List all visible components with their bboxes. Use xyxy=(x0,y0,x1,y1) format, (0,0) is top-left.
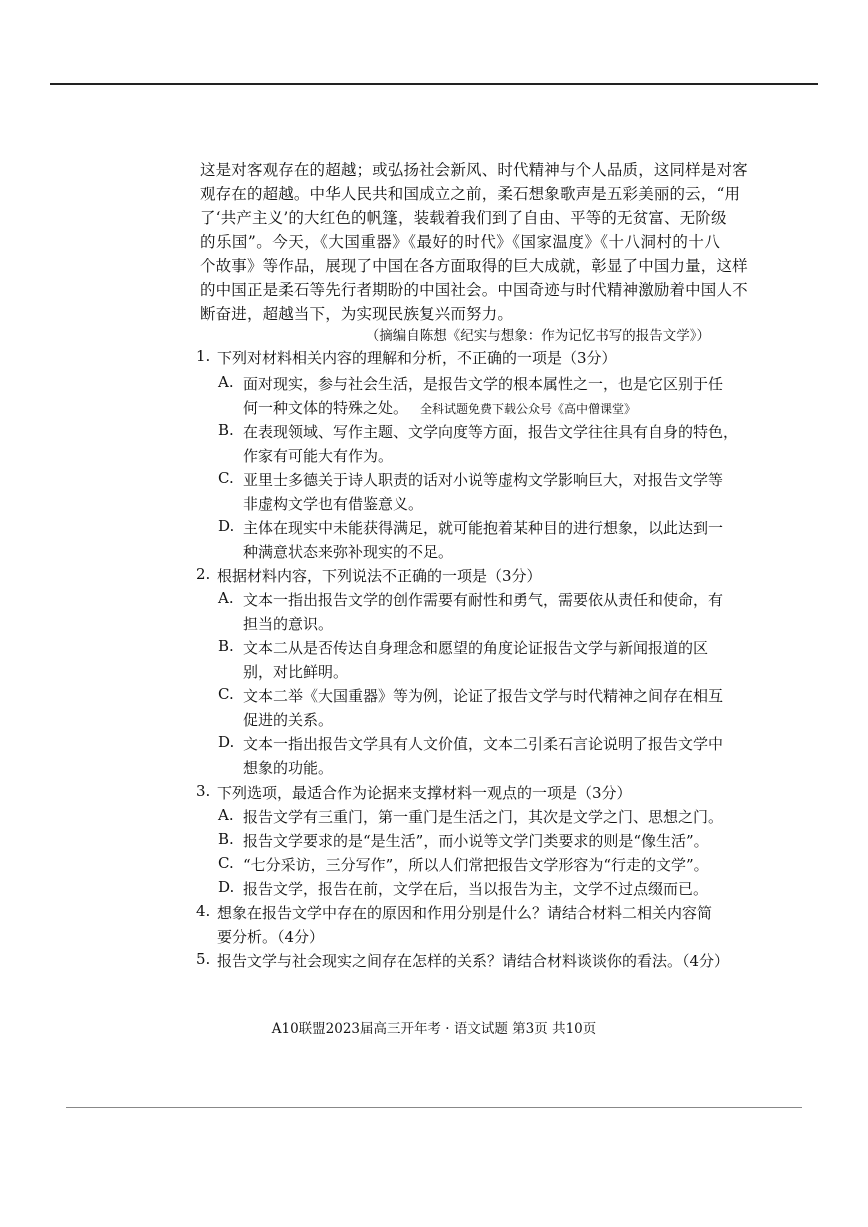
option-letter: D. xyxy=(218,733,235,751)
passage-line: 断奋进，超越当下，为实现民族复兴而努力。 xyxy=(200,305,514,323)
passage-line: 这是对客观存在的超越；或弘扬社会新风、时代精神与个人品质，这同样是对客 xyxy=(200,161,748,179)
option-text: 文本一指出报告文学的创作需要有耐性和勇气，需要依从责任和使命，有 xyxy=(243,591,724,609)
option-letter: A. xyxy=(218,806,234,824)
option-letter: C. xyxy=(218,469,234,487)
source-citation: （摘编自陈想《纪实与想象：作为记忆书写的报告文学》） xyxy=(365,328,710,344)
option-letter: B. xyxy=(218,421,234,439)
option-text: 文本一指出报告文学具有人文价值，文本二引柔石言论说明了报告文学中 xyxy=(243,735,724,753)
option-text: 报告文学，报告在前，文学在后，当以报告为主，文学不过点缀而已。 xyxy=(243,880,709,898)
option-text: 想象的功能。 xyxy=(243,759,334,777)
passage-line: 的中国正是柔石等先行者期盼的中国社会。中国奇迹与时代精神激励着中国人不 xyxy=(200,281,748,299)
option-letter: B. xyxy=(218,637,234,655)
option-text: 担当的意识。 xyxy=(243,615,334,633)
question-text: 根据材料内容，下列说法不正确的一项是（3分） xyxy=(217,567,542,585)
option-text: “七分采访，三分写作”，所以人们常把报告文学形容为“行走的文学”。 xyxy=(243,856,709,874)
option-letter: D. xyxy=(218,878,235,896)
passage-line: 观存在的超越。中华人民共和国成立之前，柔石想象歌声是五彩美丽的云，“用 xyxy=(200,185,741,203)
passage-line: 个故事》等作品，展现了中国在各方面取得的巨大成就，彰显了中国力量，这样 xyxy=(200,257,748,275)
question-text: 下列选项，最适合作为论据来支撑材料一观点的一项是（3分） xyxy=(217,784,632,802)
option-text: 何一种文体的特殊之处。 xyxy=(243,399,409,417)
option-letter: A. xyxy=(218,589,234,607)
passage-line: 了‘共产主义’的大红色的帆篷，装载着我们到了自由、平等的无贫富、无阶级 xyxy=(200,209,727,227)
option-letter: C. xyxy=(218,854,234,872)
passage-line: 的乐国”。今天，《大国重器》《最好的时代》《国家温度》《十八洞村的十八 xyxy=(200,233,720,251)
option-text: 文本二举《大国重器》等为例，论证了报告文学与时代精神之间存在相互 xyxy=(243,687,724,705)
option-text: 别，对比鲜明。 xyxy=(243,663,349,681)
option-letter: B. xyxy=(218,830,234,848)
question-text: 报告文学与社会现实之间存在怎样的关系？请结合材料谈谈你的看法。（4分） xyxy=(217,952,730,970)
option-text: 主体在现实中未能获得满足，就可能抱着某种目的进行想象，以此达到一 xyxy=(243,519,724,537)
option-text: 促进的关系。 xyxy=(243,711,334,729)
footer-rule xyxy=(66,1107,802,1108)
option-text: 种满意状态来弥补现实的不足。 xyxy=(243,543,454,561)
option-text: 报告文学有三重门，第一重门是生活之门，其次是文学之门、思想之门。 xyxy=(243,808,724,826)
question-number: 3. xyxy=(196,782,211,800)
question-number: 5. xyxy=(196,950,211,968)
option-text: 非虚构文学也有借鉴意义。 xyxy=(243,495,424,513)
option-letter: D. xyxy=(218,517,235,535)
question-text: 想象在报告文学中存在的原因和作用分别是什么？请结合材料二相关内容简 xyxy=(217,904,713,922)
option-letter: A. xyxy=(218,373,234,391)
option-text: 报告文学要求的是“是生活”，而小说等文学门类要求的则是“像生活”。 xyxy=(243,832,709,850)
option-text: 面对现实，参与社会生活，是报告文学的根本属性之一，也是它区别于任 xyxy=(243,375,724,393)
question-number: 4. xyxy=(196,902,211,920)
promo-text: 全科试题免费下载公众号《高中僧课堂》 xyxy=(420,402,637,416)
option-text: 文本二从是否传达自身理念和愿望的角度论证报告文学与新闻报道的区 xyxy=(243,639,709,657)
question-number: 1. xyxy=(196,347,211,365)
question-number: 2. xyxy=(196,565,211,583)
option-text: 作家有可能大有作为。 xyxy=(243,447,394,465)
option-text-cont xyxy=(243,397,636,418)
option-text: 在表现领域、写作主题、文学向度等方面，报告文学往往具有自身的特色， xyxy=(243,423,739,441)
question-text: 下列对材料相关内容的理解和分析，不正确的一项是（3分） xyxy=(217,349,617,367)
option-text: 亚里士多德关于诗人职责的话对小说等虚构文学影响巨大，对报告文学等 xyxy=(243,471,724,489)
option-letter: C. xyxy=(218,685,234,703)
passage xyxy=(200,158,748,326)
question-text-cont: 要分析。（4分） xyxy=(217,928,325,946)
header-rule xyxy=(50,83,818,85)
page-footer: A10联盟2023届高三开年考 · 语文试题 第3页 共10页 xyxy=(271,1021,597,1037)
